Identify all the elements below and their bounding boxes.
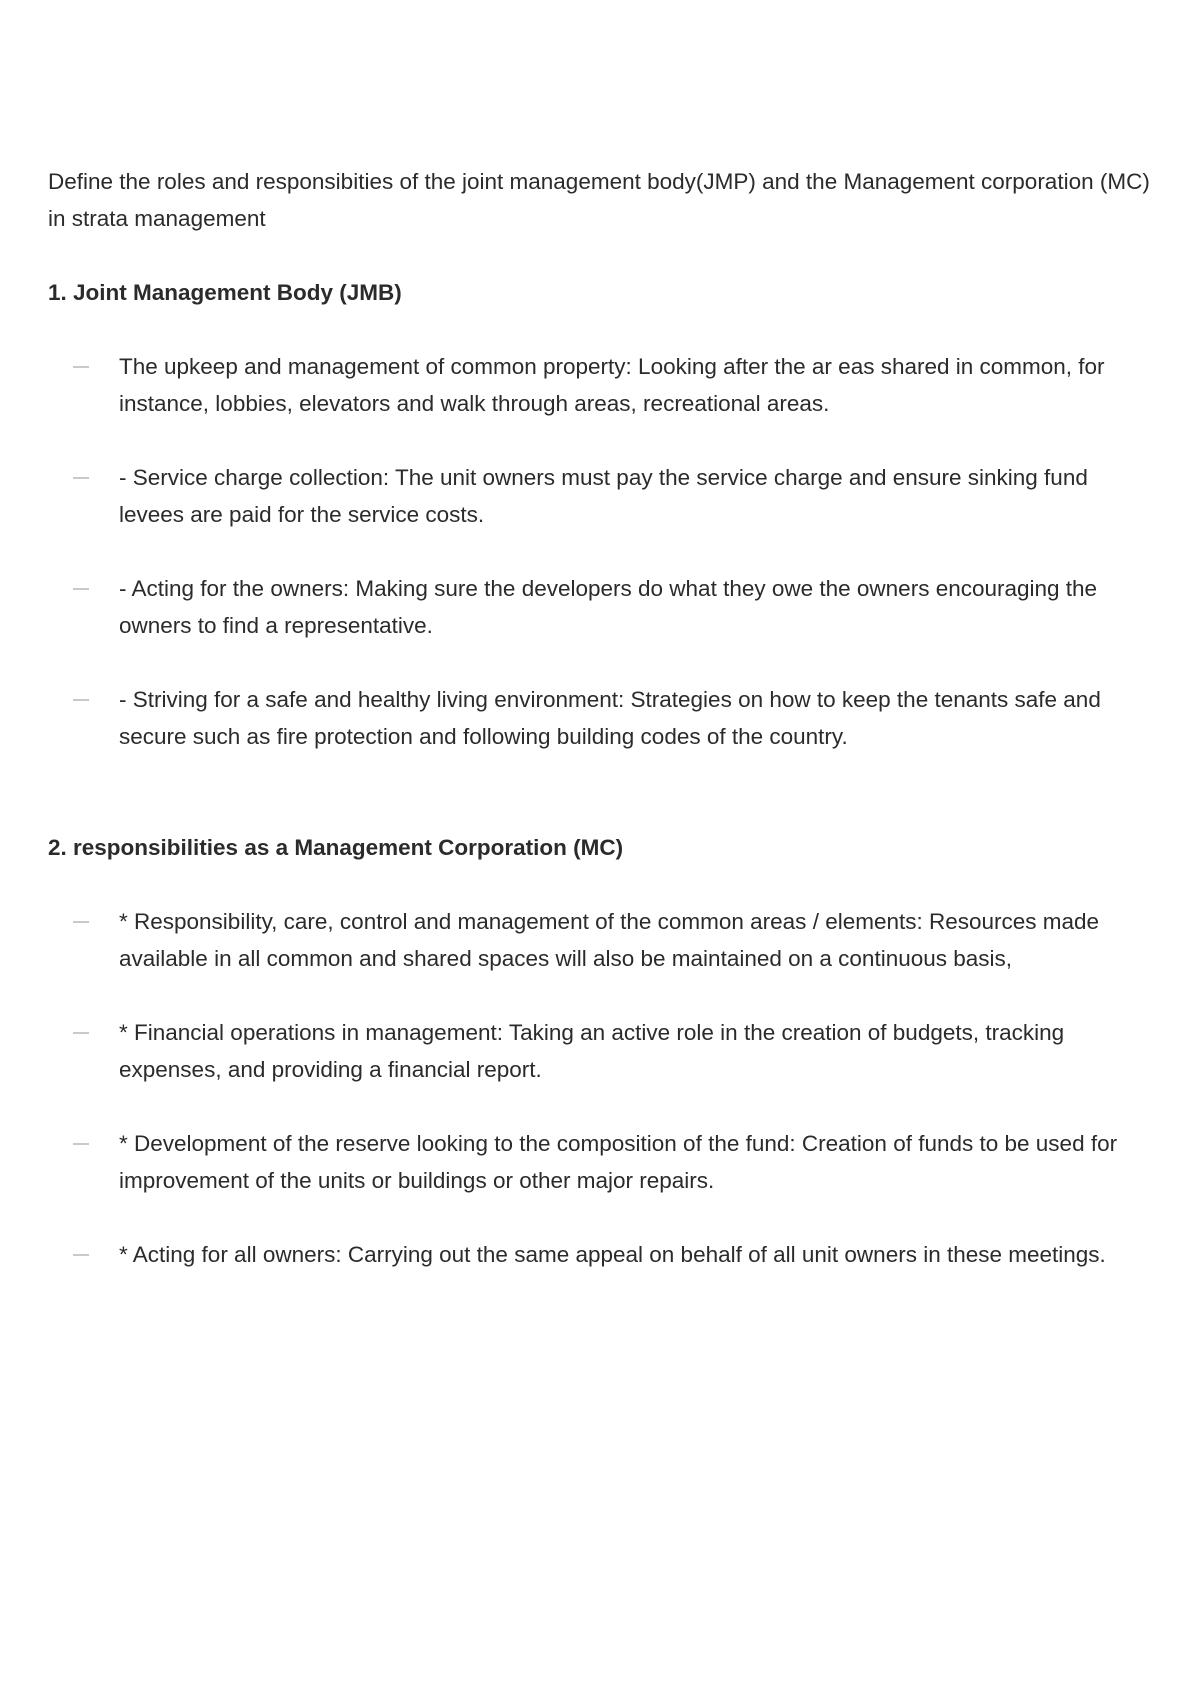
list-item (48, 459, 1158, 533)
dash-bullet-icon (73, 921, 89, 923)
list-item (48, 1014, 1158, 1088)
list-item-text: - Acting for the owners: Making sure the developers do what they owe the owners encouraging the owners to find a representative. (119, 576, 1098, 638)
list-item-text: * Financial operations in management: Taking an active role in the creation of budgets, tracking expenses, and providing a financial report. (119, 1020, 1065, 1082)
list-item (48, 1236, 1158, 1273)
document-page (48, 163, 1158, 1310)
list-item (48, 681, 1158, 755)
list-item-text: * Development of the reserve looking to the composition of the fund: Creation of funds to be used for improvement of the units or buildings or other major repairs. (119, 1131, 1118, 1193)
dash-bullet-icon (73, 588, 89, 590)
jmb-list (48, 348, 1158, 755)
section-spacer (48, 792, 1158, 829)
section-title-mc: 2. responsibilities as a Management Corporation (MC) (48, 835, 624, 860)
intro-paragraph: Define the roles and responsibities of the joint management body(JMP) and the Management corporation (MC) in strata management (48, 169, 1150, 231)
dash-bullet-icon (73, 1254, 89, 1256)
list-item (48, 903, 1158, 977)
dash-bullet-icon (73, 477, 89, 479)
list-item (48, 348, 1158, 422)
list-item-text: - Striving for a safe and healthy living environment: Strategies on how to keep the tenants safe and secure such as fire protection and following building codes of the country. (119, 687, 1101, 749)
list-item-text: * Acting for all owners: Carrying out the same appeal on behalf of all unit owners in these meetings. (119, 1242, 1106, 1267)
dash-bullet-icon (73, 366, 89, 368)
mc-list (48, 903, 1158, 1273)
list-item (48, 570, 1158, 644)
dash-bullet-icon (73, 1143, 89, 1145)
list-item (48, 1125, 1158, 1199)
dash-bullet-icon (73, 699, 89, 701)
list-item-text: - Service charge collection: The unit owners must pay the service charge and ensure sinking fund levees are paid for the service costs. (119, 465, 1088, 527)
section-title-jmb: 1. Joint Management Body (JMB) (48, 280, 402, 305)
list-item-text: * Responsibility, care, control and management of the common areas / elements: Resources made available in all common and shared spaces will also be maintained on a continuous basis, (119, 909, 1100, 971)
dash-bullet-icon (73, 1032, 89, 1034)
list-item-text: The upkeep and management of common property: Looking after the ar eas shared in common, for instance, lobbies, elevators and walk through areas, recreational areas. (119, 354, 1105, 416)
